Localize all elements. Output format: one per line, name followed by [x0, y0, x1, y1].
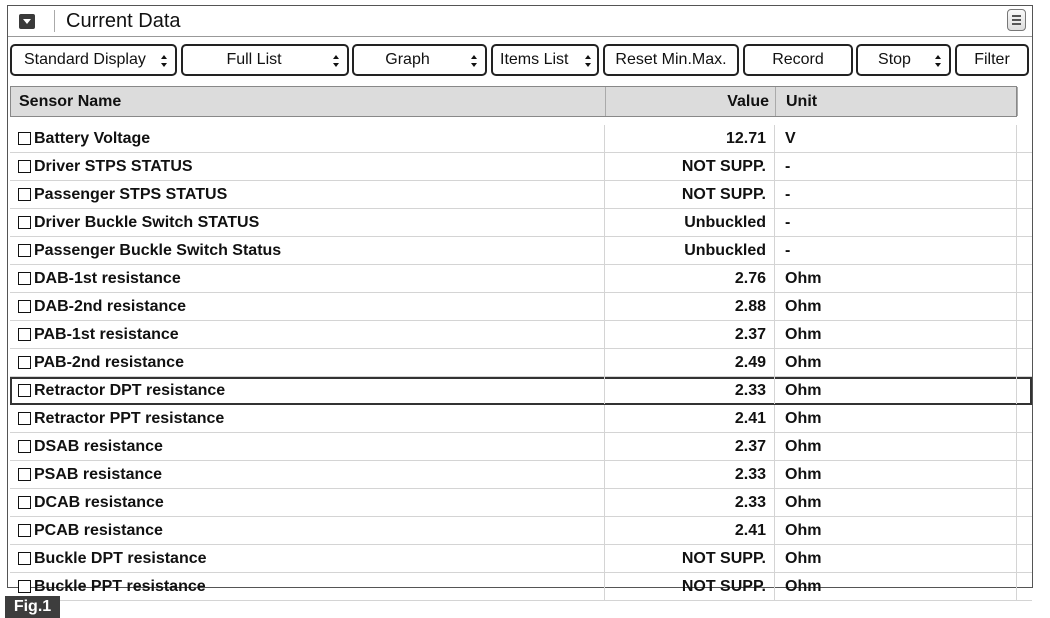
- up-down-arrows-icon: [471, 55, 478, 67]
- table-row[interactable]: [10, 265, 1032, 293]
- sensor-name-cell: [18, 405, 600, 432]
- sensor-unit: Ohm: [774, 265, 1017, 292]
- table-row[interactable]: [10, 321, 1032, 349]
- reset-min-max-button[interactable]: [603, 44, 739, 76]
- column-header-unit[interactable]: Unit: [775, 87, 1017, 116]
- graph-label: Graph: [385, 51, 430, 68]
- sensor-value: 12.71: [604, 125, 772, 152]
- sensor-value: NOT SUPP.: [604, 153, 772, 180]
- sensor-unit: Ohm: [774, 489, 1017, 516]
- column-divider: [1017, 87, 1018, 116]
- sensor-name: Battery Voltage: [34, 130, 151, 147]
- collapse-arrow-icon[interactable]: [19, 14, 35, 29]
- filter-button[interactable]: [955, 44, 1029, 76]
- sensor-value: NOT SUPP.: [604, 181, 772, 208]
- sensor-value: Unbuckled: [604, 209, 772, 236]
- table-row[interactable]: [10, 209, 1032, 237]
- sensor-unit: Ohm: [774, 321, 1017, 348]
- table-row[interactable]: [10, 181, 1032, 209]
- sensor-name: Buckle DPT resistance: [34, 550, 207, 567]
- table-row[interactable]: [10, 125, 1032, 153]
- checkbox-icon[interactable]: [18, 300, 31, 313]
- sensor-name-cell: [18, 349, 600, 376]
- reset-min-max-label: Reset Min.Max.: [615, 51, 727, 68]
- sensor-unit: -: [774, 153, 1017, 180]
- checkbox-icon[interactable]: [18, 384, 31, 397]
- record-label: Record: [772, 51, 824, 68]
- sensor-name-cell: [18, 573, 600, 600]
- sensor-unit: Ohm: [774, 433, 1017, 460]
- checkbox-icon[interactable]: [18, 328, 31, 341]
- sensor-name-cell: [18, 517, 600, 544]
- table-row[interactable]: [10, 489, 1032, 517]
- current-data-panel: [7, 5, 1033, 595]
- sensor-value: 2.33: [604, 377, 772, 404]
- standard-display-label: Standard Display: [24, 51, 146, 68]
- up-down-arrows-icon: [333, 55, 340, 67]
- checkbox-icon[interactable]: [18, 496, 31, 509]
- items-list-label: Items List: [500, 51, 569, 68]
- checkbox-icon[interactable]: [18, 244, 31, 257]
- sensor-unit: Ohm: [774, 405, 1017, 432]
- sensor-name: PCAB resistance: [34, 522, 163, 539]
- sensor-name: Retractor PPT resistance: [34, 410, 225, 427]
- checkbox-icon[interactable]: [18, 188, 31, 201]
- sensor-value: 2.76: [604, 265, 772, 292]
- table-row[interactable]: [10, 545, 1032, 573]
- title-bar: [8, 6, 1032, 37]
- checkbox-icon[interactable]: [18, 468, 31, 481]
- toolbar: [8, 44, 1032, 78]
- sensor-name-cell: [18, 237, 600, 264]
- sensor-name: Retractor DPT resistance: [34, 382, 226, 399]
- sensor-name: Passenger Buckle Switch Status: [34, 242, 282, 259]
- sensor-unit: -: [774, 209, 1017, 236]
- sensor-name: Driver STPS STATUS: [34, 158, 193, 175]
- checkbox-icon[interactable]: [18, 440, 31, 453]
- sensor-name-cell: [18, 153, 600, 180]
- table-header: [10, 86, 1017, 117]
- sensor-name-cell: [18, 265, 600, 292]
- sensor-name: DSAB resistance: [34, 438, 163, 455]
- checkbox-icon[interactable]: [18, 552, 31, 565]
- sensor-name-cell: [18, 209, 600, 236]
- sensor-unit: V: [774, 125, 1017, 152]
- sensor-unit: Ohm: [774, 517, 1017, 544]
- table-row[interactable]: [10, 349, 1032, 377]
- sensor-unit: Ohm: [774, 461, 1017, 488]
- table-row[interactable]: [10, 377, 1032, 405]
- sensor-value: 2.41: [604, 517, 772, 544]
- graph-select[interactable]: [352, 44, 487, 76]
- sensor-name-cell: [18, 321, 600, 348]
- figure-caption: Fig.1: [5, 596, 60, 618]
- stop-select[interactable]: [856, 44, 951, 76]
- sensor-value: 2.33: [604, 489, 772, 516]
- sensor-value: 2.88: [604, 293, 772, 320]
- items-list-select[interactable]: [491, 44, 599, 76]
- sensor-value: 2.49: [604, 349, 772, 376]
- checkbox-icon[interactable]: [18, 356, 31, 369]
- sensor-name-cell: [18, 125, 600, 152]
- sensor-unit: Ohm: [774, 545, 1017, 572]
- sensor-value: 2.33: [604, 461, 772, 488]
- checkbox-icon[interactable]: [18, 216, 31, 229]
- sensor-name-cell: [18, 293, 600, 320]
- checkbox-icon[interactable]: [18, 412, 31, 425]
- checkbox-icon[interactable]: [18, 160, 31, 173]
- sensor-table-body: [10, 125, 1032, 601]
- record-button[interactable]: [743, 44, 853, 76]
- table-row[interactable]: [10, 293, 1032, 321]
- table-row[interactable]: [10, 573, 1032, 601]
- sensor-name-cell: [18, 181, 600, 208]
- sensor-name-cell: [18, 461, 600, 488]
- sensor-unit: -: [774, 181, 1017, 208]
- stop-label: Stop: [878, 51, 911, 68]
- sensor-name: PSAB resistance: [34, 466, 163, 483]
- sensor-name-cell: [18, 545, 600, 572]
- sensor-name: Driver Buckle Switch STATUS: [34, 214, 260, 231]
- up-down-arrows-icon: [585, 55, 592, 67]
- column-header-value[interactable]: Value: [605, 87, 773, 116]
- table-row[interactable]: [10, 461, 1032, 489]
- up-down-arrows-icon: [161, 55, 168, 67]
- full-list-label: Full List: [226, 51, 282, 68]
- checkbox-icon[interactable]: [18, 580, 31, 593]
- table-row[interactable]: [10, 153, 1032, 181]
- standard-display-select[interactable]: [10, 44, 177, 76]
- menu-icon[interactable]: [1007, 9, 1026, 31]
- sensor-value: 2.41: [604, 405, 772, 432]
- sensor-unit: Ohm: [774, 293, 1017, 320]
- sensor-value: 2.37: [604, 433, 772, 460]
- sensor-value: NOT SUPP.: [604, 573, 772, 600]
- checkbox-icon[interactable]: [18, 524, 31, 537]
- sensor-name-cell: [18, 377, 600, 404]
- sensor-name: DAB-1st resistance: [34, 270, 181, 287]
- sensor-value: 2.37: [604, 321, 772, 348]
- sensor-value: Unbuckled: [604, 237, 772, 264]
- panel-title: Current Data: [66, 10, 181, 32]
- sensor-name: PAB-2nd resistance: [34, 354, 184, 371]
- filter-label: Filter: [974, 51, 1010, 68]
- table-row[interactable]: [10, 237, 1032, 265]
- column-header-sensor-name[interactable]: Sensor Name: [19, 93, 122, 110]
- sensor-name: Buckle PPT resistance: [34, 578, 206, 595]
- full-list-select[interactable]: [181, 44, 349, 76]
- table-row[interactable]: [10, 517, 1032, 545]
- table-row[interactable]: [10, 405, 1032, 433]
- sensor-name-cell: [18, 489, 600, 516]
- checkbox-icon[interactable]: [18, 272, 31, 285]
- up-down-arrows-icon: [935, 55, 942, 67]
- sensor-unit: -: [774, 237, 1017, 264]
- sensor-name: PAB-1st resistance: [34, 326, 179, 343]
- table-row[interactable]: [10, 433, 1032, 461]
- sensor-unit: Ohm: [774, 349, 1017, 376]
- sensor-name: DCAB resistance: [34, 494, 164, 511]
- title-divider: [54, 10, 55, 32]
- sensor-name: Passenger STPS STATUS: [34, 186, 228, 203]
- sensor-value: NOT SUPP.: [604, 545, 772, 572]
- sensor-name: DAB-2nd resistance: [34, 298, 187, 315]
- sensor-name-cell: [18, 433, 600, 460]
- checkbox-icon[interactable]: [18, 132, 31, 145]
- sensor-unit: Ohm: [774, 573, 1017, 600]
- sensor-unit: Ohm: [774, 377, 1017, 404]
